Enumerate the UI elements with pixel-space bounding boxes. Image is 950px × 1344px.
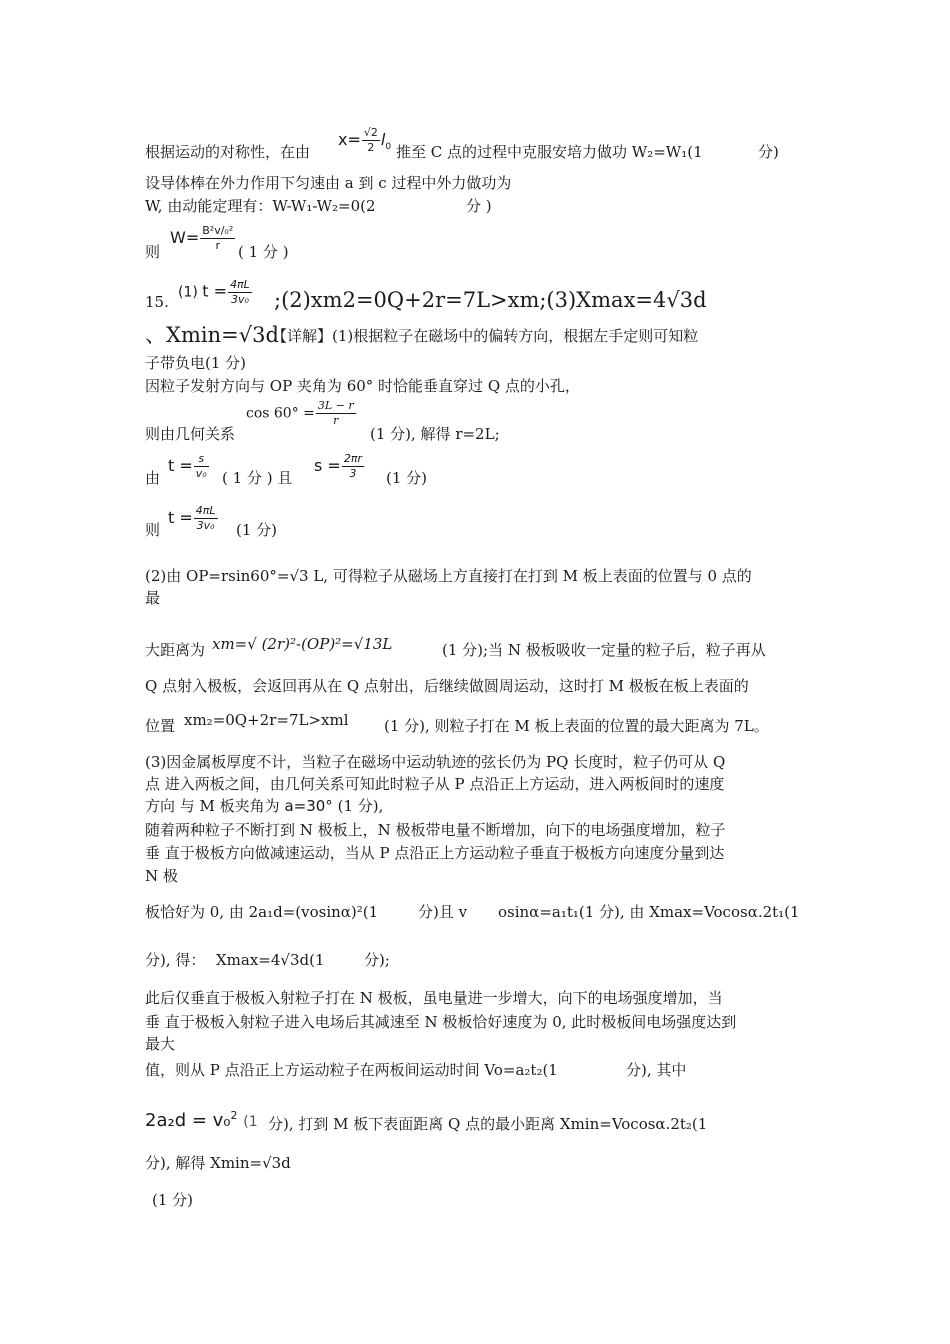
text-line	[222, 468, 292, 488]
formula-fraction	[228, 278, 252, 307]
formula-lhs: t =	[202, 281, 228, 301]
text-span: 位置	[145, 717, 176, 735]
text-span: 值，则从 P 点沿正上方运动粒子在两板间运动时间 Vo=a₂t₂(1	[145, 1061, 558, 1079]
text-line	[145, 376, 580, 396]
text-span: (1 分);当 N 极板吸收一定量的粒子后，粒子再从	[442, 641, 766, 659]
text-span: (1 分)	[386, 469, 428, 487]
formula-lhs: s =	[314, 456, 341, 475]
text-line	[145, 820, 726, 840]
fraction-denominator: 3v₀	[196, 519, 215, 532]
text-line	[238, 242, 289, 262]
text-line	[268, 1114, 707, 1134]
text-line	[184, 710, 349, 730]
text-span: ;(2)xm2=0Q+2r=7L>xm;(3)Xmax=4√3d	[274, 288, 707, 312]
text-span: Xmax=4√3d(1	[216, 951, 325, 969]
fraction-denominator: 2	[367, 141, 375, 154]
text-span: 分), 其中	[626, 1061, 687, 1079]
formula-lhs: 2a₂d = v₀	[145, 1110, 231, 1131]
text-line	[626, 1060, 686, 1080]
text-line	[145, 988, 723, 1008]
text-span: (1 分),	[337, 797, 384, 815]
text-line	[145, 173, 511, 193]
fraction-denominator: r	[333, 414, 339, 427]
text-span: 随着两种粒子不断打到 N 极板上，N 极板带电量不断增加，向下的电场强度增加，粒子	[145, 821, 726, 839]
text-line	[145, 866, 178, 886]
text-span: 点 进入两板之间，由几何关系可知此时粒子从 P 点沿正上方运动，进入两板间时的速度	[145, 775, 725, 793]
text-span: (1 分), 解得 r=2L;	[370, 425, 500, 443]
text-line	[152, 1190, 193, 1210]
fraction-numerator: 4πL	[230, 278, 250, 291]
text-span: 则由几何关系	[145, 425, 236, 443]
text-span: (1 分)	[152, 1191, 194, 1209]
text-line	[442, 640, 766, 660]
text-span: (1	[243, 1114, 258, 1130]
part-label: (1)	[178, 284, 198, 301]
text-span: xm=√ (2r)²-(OP)²=√13L	[212, 635, 393, 653]
formula-s	[314, 452, 365, 481]
text-span: Q 点射入极板，会返回再从在 Q 点射出，后继续做圆周运动，这时打 M 极板在板上表面的	[145, 677, 749, 695]
text-line	[396, 142, 703, 162]
text-line	[145, 902, 378, 922]
text-line	[145, 1012, 736, 1032]
text-line	[145, 142, 310, 162]
text-span: (1 分)	[236, 521, 278, 539]
text-span: 由	[145, 469, 161, 487]
answer-line	[145, 322, 279, 348]
text-span: 因粒子发射方向与 OP 夹角为 60° 时恰能垂直穿过 Q 点的小孔，	[145, 377, 580, 395]
fraction-denominator: r	[215, 239, 220, 252]
text-span: 则	[145, 521, 161, 539]
fraction-numerator: s	[194, 452, 209, 467]
text-span: 板恰好为 0, 由 2a₁d=(vosinα)²(1	[145, 903, 379, 921]
text-span: osinα=a₁t₁(1 分), 由 Xmax=Vocosα.2t₁(1	[498, 903, 800, 921]
text-span: 垂 直于极板方向做减速运动，当从 P 点沿正上方运动粒子垂直于极板方向速度分量到达	[145, 844, 725, 862]
text-span: 分), 打到 M 板下表面距离 Q 点的最小距离 Xmin=Vocosα.2t₂(1	[268, 1115, 708, 1133]
fraction-numerator: √2	[363, 126, 378, 139]
text-line	[758, 142, 779, 162]
question-number	[145, 292, 169, 312]
fraction-denominator: v₀	[195, 467, 207, 480]
text-line	[145, 1034, 175, 1054]
formula-xm	[212, 634, 392, 654]
text-line	[145, 566, 752, 586]
text-span: 则	[145, 243, 161, 261]
text-span: 【详解】(1)根据粒子在磁场中的偏转方向，根据左手定则可知粒	[272, 327, 699, 345]
formula-w	[170, 224, 236, 253]
text-span: 分)	[758, 143, 779, 161]
text-span: a=30°	[284, 797, 333, 815]
formula-fraction	[316, 399, 356, 428]
formula-t	[178, 278, 253, 307]
text-span: 、Xmin=√3d	[145, 323, 279, 347]
text-line	[466, 196, 492, 216]
text-line	[145, 520, 160, 540]
text-span: ( 1 分 ) 且	[222, 469, 293, 487]
text-span: 子带负电(1 分)	[145, 354, 247, 372]
formula-lhs: cos 60° =	[246, 405, 315, 422]
text-span: xm₂=0Q+2r=7L>xml	[184, 711, 349, 729]
text-line	[236, 520, 277, 540]
text-span: 分), 解得 Xmin=√3d	[145, 1154, 291, 1172]
text-line	[272, 326, 698, 346]
text-line	[216, 950, 325, 970]
text-line	[145, 588, 160, 608]
fraction-denominator: 3v₀	[230, 293, 249, 306]
formula-fraction	[194, 504, 218, 533]
text-span: 最	[145, 589, 161, 607]
text-span: (2)由 OP=rsin60°=√3 L, 可得粒子从磁场上方直接打在打到 M 板上表面的位置与 0 点的	[145, 567, 752, 585]
text-span: 垂 直于极板入射粒子进入电场后其减速至 N 极板恰好速度为 0, 此时极板间电场强度达到	[145, 1013, 737, 1031]
text-line	[145, 196, 376, 216]
text-span: 方向 与 M 板夹角为	[145, 797, 280, 815]
text-span: N 极	[145, 867, 178, 885]
formula-lhs: t =	[168, 456, 193, 475]
answer-line	[274, 287, 707, 313]
formula-subscript: 0	[385, 142, 392, 153]
fraction-numerator: 2πr	[343, 452, 362, 465]
text-line	[145, 1153, 291, 1173]
text-line	[145, 796, 383, 816]
text-line	[386, 468, 427, 488]
text-line	[145, 752, 725, 772]
formula-lhs: x=	[338, 130, 361, 149]
text-span: 分)且 v	[418, 903, 468, 921]
text-line	[145, 843, 724, 863]
fraction-numerator: 4πL	[195, 504, 216, 517]
text-span: 分 )	[466, 197, 492, 215]
formula-fraction	[362, 126, 380, 155]
text-line	[145, 424, 235, 444]
formula-2a2d	[145, 1104, 258, 1134]
text-span: (1 分), 则粒子打在 M 板上表面的位置的最大距离为 7L。	[384, 717, 769, 735]
formula-tail: l	[380, 130, 386, 149]
text-line	[418, 902, 467, 922]
text-span: 根据运动的对称性，在由	[145, 143, 311, 161]
fraction-denominator: 3	[349, 467, 357, 480]
text-line	[145, 950, 205, 970]
text-line	[498, 902, 800, 922]
text-line	[145, 676, 749, 696]
text-line	[364, 950, 390, 970]
text-span: W, 由动能定理有：W-W₁-W₂=0(2	[145, 197, 376, 215]
formula-lhs: t =	[168, 508, 193, 527]
text-line	[145, 640, 205, 660]
formula-fraction	[194, 452, 209, 481]
text-span: 大距离为	[145, 641, 206, 659]
text-span: 推至 C 点的过程中克服安培力做功 W₂=W₁(1	[396, 143, 703, 161]
text-line	[145, 1060, 558, 1080]
text-span: ( 1 分 )	[238, 243, 289, 261]
text-line	[370, 424, 500, 444]
text-line	[145, 716, 175, 736]
formula-superscript: 2	[230, 1109, 238, 1122]
formula-x	[338, 126, 391, 157]
formula-fraction	[342, 452, 364, 481]
text-line	[145, 774, 724, 794]
fraction-numerator: B²v/₀²	[202, 224, 234, 237]
text-line	[145, 353, 246, 373]
formula-fraction	[200, 224, 235, 253]
formula-t-s	[168, 452, 210, 481]
text-span: 15.	[145, 293, 169, 311]
text-span: 设导体棒在外力作用下匀速由 a 到 c 过程中外力做功为	[145, 174, 512, 192]
formula-t-2	[168, 504, 219, 533]
formula-lhs: W=	[170, 228, 200, 247]
formula-cos	[246, 399, 357, 428]
text-line	[145, 242, 160, 262]
text-line	[384, 716, 769, 736]
text-span: (3)因金属板厚度不计，当粒子在磁场中运动轨迹的弦长仍为 PQ 长度时，粒子仍可从 Q	[145, 753, 726, 771]
text-span: 此后仅垂直于极板入射粒子打在 N 极板，虽电量进一步增大，向下的电场强度增加，当	[145, 989, 723, 1007]
text-span: 最大	[145, 1035, 176, 1053]
text-line	[145, 468, 160, 488]
fraction-numerator: 3L − r	[317, 399, 354, 412]
text-span: 分);	[364, 951, 390, 969]
text-span: 分), 得：	[145, 951, 206, 969]
